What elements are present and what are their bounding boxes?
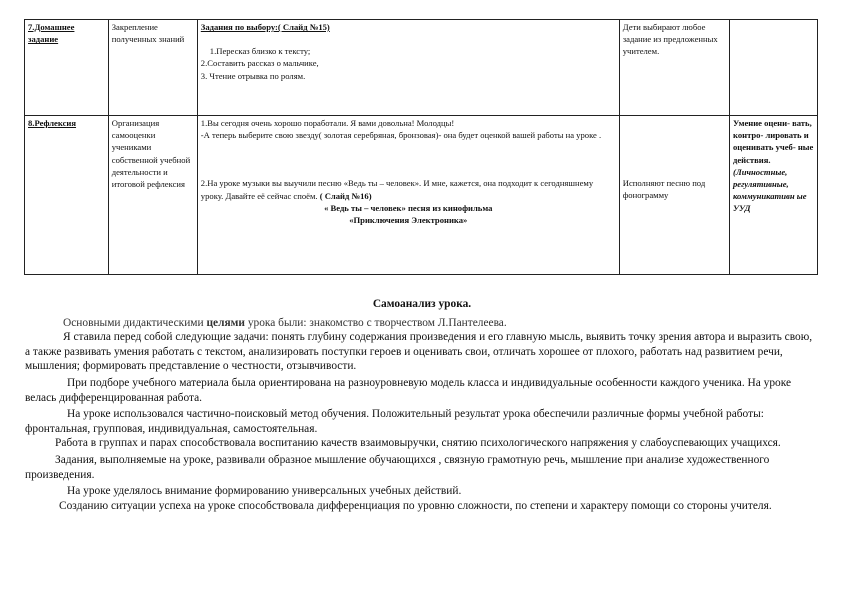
task-item: 1.Пересказ близко к тексту;: [209, 46, 311, 57]
uud-cell: [729, 116, 817, 275]
teacher-line: 1.Вы сегодня очень хорошо поработали. Я вами довольна! Молодцы!: [200, 118, 455, 128]
table-row: [25, 116, 818, 275]
analysis-paragraph: Созданию ситуации успеха на уроке способствовала дифференциация по уровню сложности, по степени и характеру помощи со стороны учителя.: [59, 499, 772, 512]
analysis-paragraph: При подборе учебного материала была ориентирована на разноуровневую модель класса и индивидуальные особенности каждого ученика. На уроке велась дифференцированная работа.: [25, 376, 792, 404]
analysis-paragraph: На уроке уделялось внимание формированию универсальных учебных действий.: [67, 485, 462, 498]
stage-cell: [25, 20, 109, 116]
analysis-text: урока были: знакомство с творчеством Л.Пантелеева.: [244, 316, 507, 329]
song-film: «Приключения Электроника»: [349, 215, 468, 226]
teacher-activity-cell: [197, 116, 619, 275]
analysis-title: Самоанализ урока.: [372, 298, 472, 310]
task-item: 2.Составить рассказ о мальчике,: [200, 58, 319, 69]
uud-text: Умение оцени- вать, контро- лировать и оценивать учеб- ные действия.: [732, 118, 814, 165]
analysis-paragraph: [25, 316, 819, 331]
task-item: 3. Чтение отрывка по ролям.: [200, 70, 306, 81]
student-activity-cell: Дети выбирают любое задание из предложенных учителем.: [619, 20, 729, 116]
goal-cell: Организация самооценки учениками собственной учебной деятельности и итоговой рефлексия: [108, 116, 197, 275]
analysis-text: Основными дидактическими: [63, 316, 207, 329]
teacher-activity-cell: [197, 20, 619, 116]
song-title: « Ведь ты – человек» песня из кинофильма: [324, 202, 493, 213]
uud-cell: [729, 20, 817, 116]
analysis-paragraph: На уроке использовался частично-поисковый метод обучения. Положительный результат урока обеспечили различные формы учебной работы: фронтальная, групповая, индивидуальная, самостоятельная.: [25, 408, 764, 435]
lesson-plan-table: [24, 19, 818, 275]
song-invitation: 2.На уроке музыки вы выучили песню «Ведь ты – человек». И мне, кажется, она подходит к сегодняшнему уроку. Давайте её сейчас споём.: [200, 178, 594, 201]
teacher-line: [201, 177, 616, 201]
stage-label: 7.Домашнее задание: [28, 22, 75, 45]
slide-ref: ( Слайд №16): [319, 190, 372, 201]
student-activity-text: Исполняют песню под фонограмму: [622, 178, 706, 201]
stage-cell: [25, 116, 109, 275]
analysis-paragraph: Работа в группах и парах способствовала воспитанию качеств взаимовыручки, снятию психологического напряжения у слабоуспевающих учащихся.: [55, 437, 781, 450]
table-row: [25, 20, 818, 116]
teacher-line: -А теперь выберите свою звезду( золотая серебряная, бронзовая)- она будет оценкой вашей работы на уроке .: [200, 130, 602, 141]
uud-italic: (Личностные, регулятивные, коммуникативн ые УУД: [732, 166, 807, 214]
analysis-paragraph: Задания, выполняемые на уроке, развивали образное мышление обучающихся , связную грамотную речь, мышление при анализе художественного произведения.: [25, 453, 770, 481]
analysis-paragraph: Я ставила перед собой следующие задачи: понять глубину содержания произведения и его главную мысль, выявить точку зрения автора и выразить свою, а также развивать умения работать с текстом, анализировать поступки героев и оценивать свои, отличать хорошее от плохого, работать над развитием речи, мышления; формировать представление о честности, отзывчивости.: [25, 331, 813, 373]
student-activity-cell: [619, 116, 729, 275]
goals-word: целями: [206, 316, 245, 329]
task-title: Задания по выбору:( Слайд №15): [200, 22, 330, 32]
goal-cell: Закрепление полученных знаний: [108, 20, 197, 116]
self-analysis-section: [25, 297, 819, 513]
stage-label: 8.Рефлексия: [28, 118, 77, 128]
